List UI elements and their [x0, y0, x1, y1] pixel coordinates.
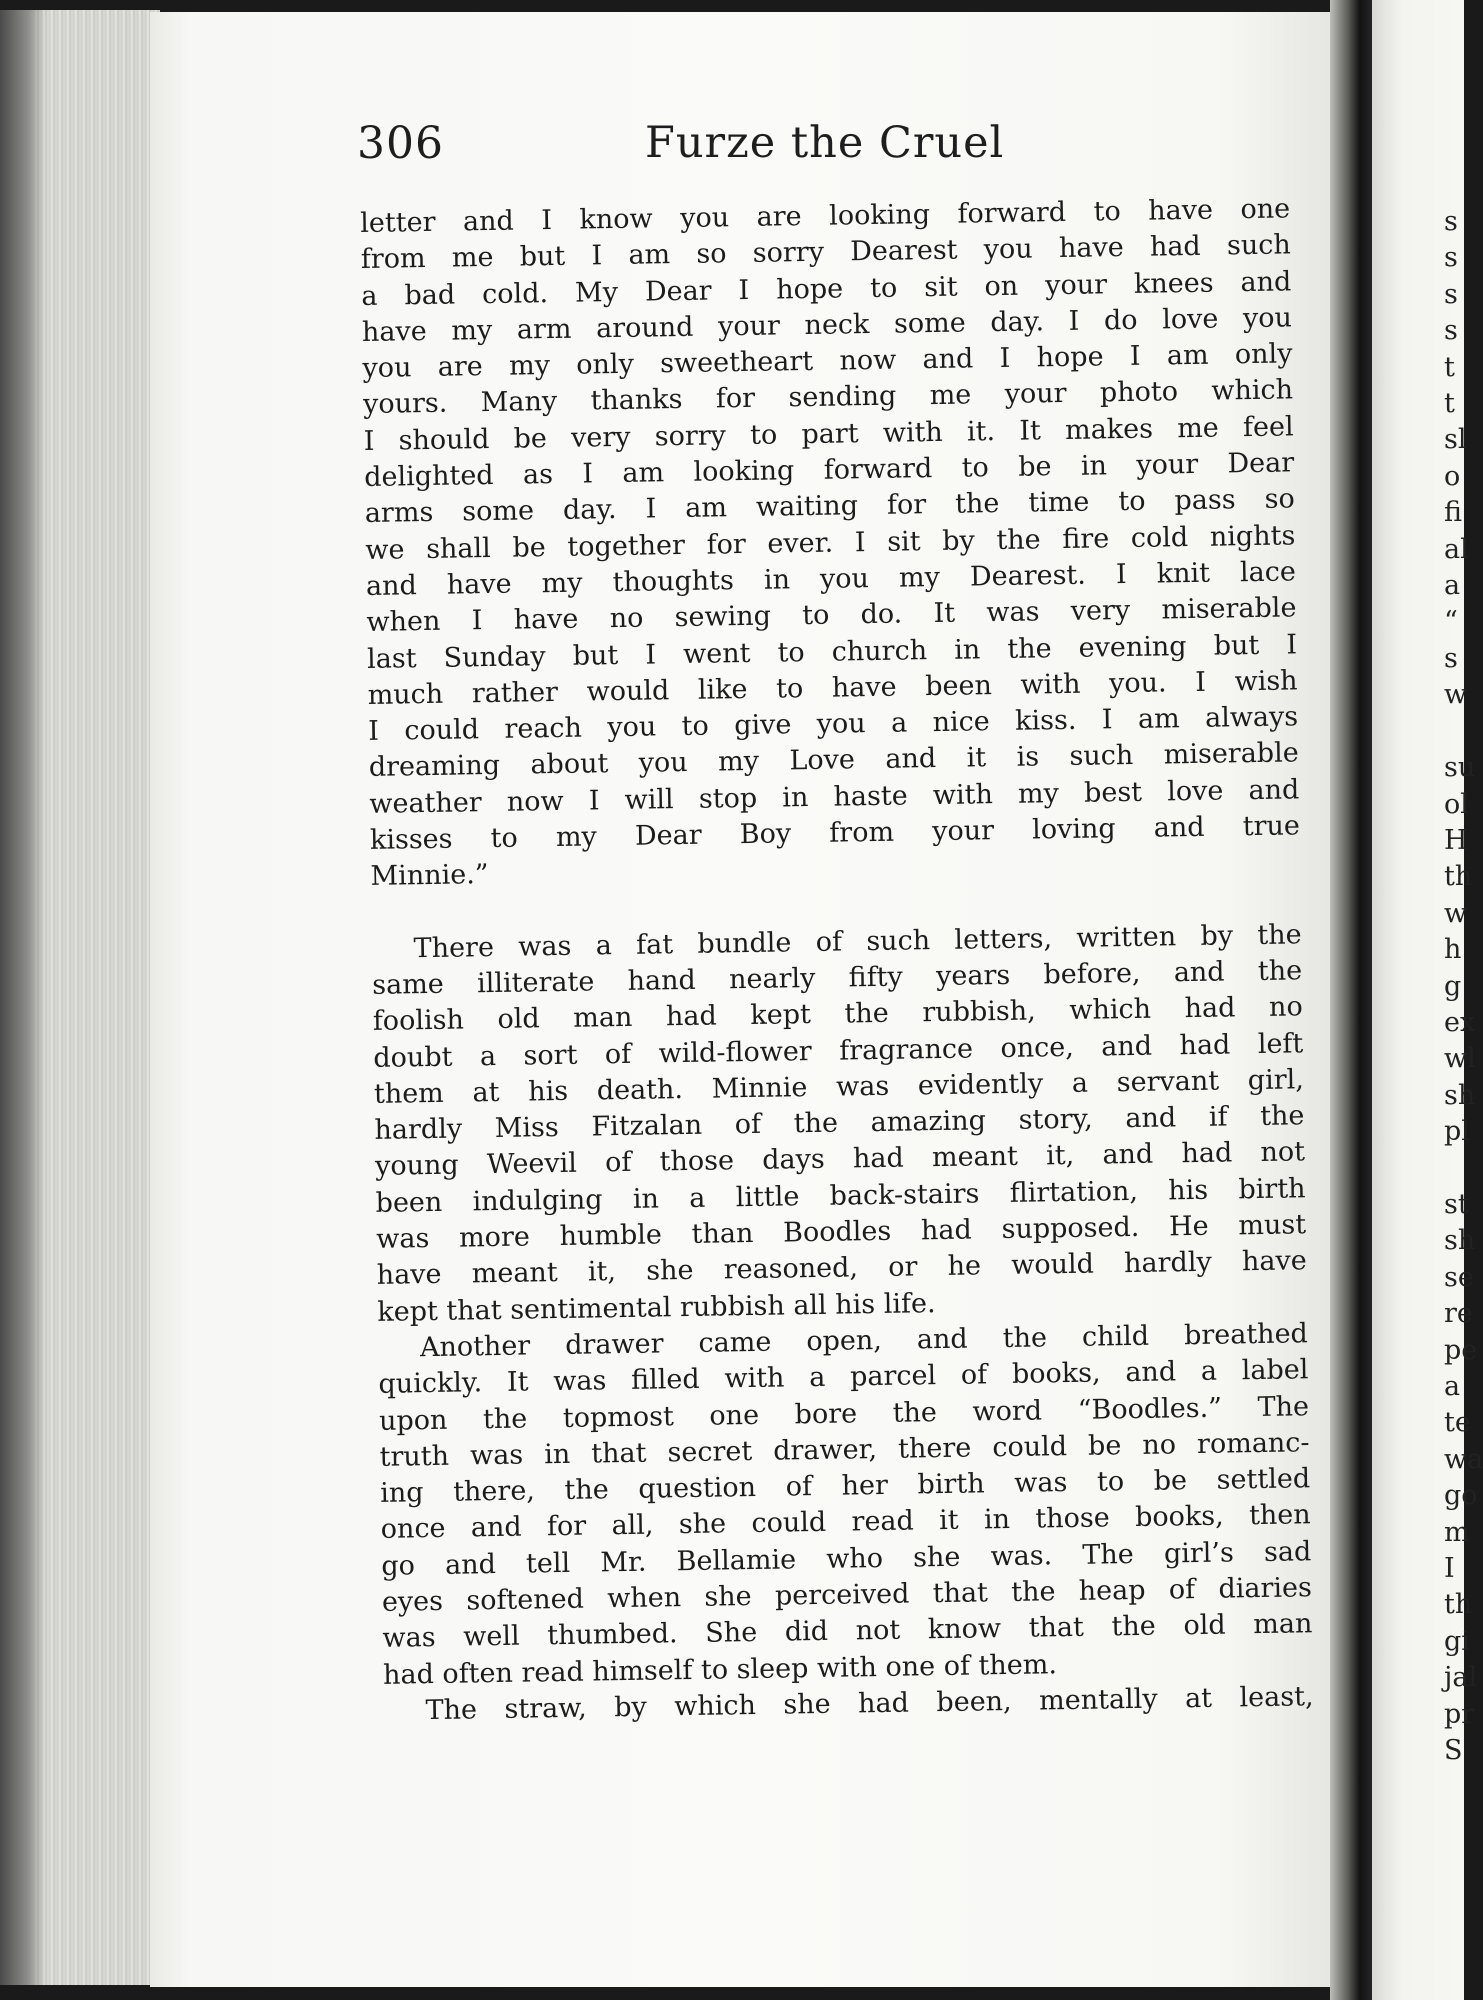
text-line: weather now I will stop in haste with my best love and: [369, 774, 1300, 820]
text-line: dreaming about you my Love and it is such miserable: [368, 737, 1299, 784]
text-line: last Sunday but I went to church in the evening but I: [366, 628, 1298, 675]
right-page-fragment: o: [1444, 460, 1461, 492]
right-page-fragment: “: [1444, 606, 1458, 638]
text-line: I should be very sorry to part with it. It makes me feel: [363, 411, 1294, 457]
text-line: yours. Many thanks for sending me your photo which: [362, 374, 1294, 421]
text-line: a bad cold. My Dear I hope to sit on your knees and: [361, 265, 1292, 312]
right-page-fragment: m: [1444, 1516, 1470, 1548]
book-gutter: [1330, 0, 1374, 2000]
text-line: you are my only sweetheart now and I hope I am only: [362, 338, 1293, 385]
right-page-fragment: al: [1444, 533, 1469, 565]
right-page-fragment: ex: [1444, 1006, 1476, 1038]
text-line: There was a fat bundle of such letters, written by the: [413, 918, 1302, 964]
right-page-fragment: t: [1444, 388, 1455, 420]
text-line: was more humble than Boodles had supposed. He must: [375, 1209, 1307, 1255]
right-page-fragment: wl: [1444, 1043, 1476, 1075]
right-page-fragment: st: [1444, 1188, 1469, 1220]
right-page-fragment: w: [1444, 897, 1468, 929]
page-number: 306: [357, 118, 444, 169]
text-line: arms some day. I am waiting for the time to pass so: [364, 483, 1295, 530]
text-line: delighted as I am looking forward to be in your Dear: [364, 447, 1295, 494]
page-title: Furze the Cruel: [645, 118, 1005, 168]
paragraph-drawer: [378, 1316, 1314, 1694]
right-page-fragment: sh: [1444, 1079, 1476, 1111]
right-page-fragment: s: [1444, 315, 1458, 347]
text-line: eyes softened when she perceived that the heap of diaries: [381, 1572, 1313, 1618]
text-line: have meant it, she reasoned, or he would hardly have: [376, 1245, 1307, 1292]
right-page-fragment: wa: [1444, 1443, 1483, 1475]
right-page-fragment: a: [1444, 570, 1461, 602]
text-line: ing there, the question of her birth was to be settled: [379, 1463, 1311, 1509]
paragraph-bundle: [371, 917, 1307, 1331]
right-page-fragment: s: [1444, 278, 1458, 310]
text-line: been indulging in a little back-stairs flirtation, his birth: [375, 1172, 1306, 1219]
text-line: The straw, by which she had been, mentally at least,: [425, 1681, 1314, 1727]
text-line: hardly Miss Fitzalan of the amazing story, and if the: [374, 1100, 1305, 1147]
text-line: when I have no sewing to do. It was very miserable: [366, 592, 1297, 639]
right-page-fragment: [1444, 1151, 1483, 1187]
body-text: [360, 191, 1314, 1730]
right-page-fragment: te: [1444, 1407, 1471, 1439]
text-line: letter and I know you are looking forward to have one: [360, 193, 1291, 239]
text-line: we shall be together for ever. I sit by the fire cold nights: [365, 520, 1296, 566]
right-page-fragment: H: [1444, 824, 1468, 856]
text-line: truth was in that secret drawer, there could be no romanc-: [379, 1427, 1310, 1473]
right-page-fragment: t: [1444, 351, 1455, 383]
text-line: much rather would like to have been with you. I wish: [367, 665, 1298, 711]
right-page-fragment: ol: [1444, 788, 1469, 820]
right-page-fragment: pe: [1444, 1334, 1478, 1366]
right-page-fragment: se: [1444, 1261, 1474, 1293]
page-edges-shadow: [0, 10, 46, 1985]
right-page-fragment: go: [1444, 1480, 1478, 1512]
text-line: quickly. It was filled with a parcel of books, and a label: [378, 1354, 1309, 1401]
right-page-fragment: s: [1444, 206, 1458, 237]
text-line: from me but I am so sorry Dearest you have had such: [360, 229, 1291, 276]
text-line: Another drawer came open, and the child breathed: [419, 1318, 1309, 1364]
text-line: kept that sentimental rubbish all his life.: [377, 1287, 936, 1328]
right-page-fragment: re: [1444, 1298, 1473, 1330]
right-page-fragment: sh: [1444, 1225, 1476, 1257]
text-line: young Weevil of those days had meant it, and had not: [374, 1136, 1306, 1183]
right-page-fragment: s: [1444, 242, 1458, 274]
right-page-fragment: fi: [1444, 497, 1463, 529]
right-page-text: [1444, 204, 1483, 1769]
text-line: upon the topmost one bore the word “Boodles.” The: [378, 1390, 1310, 1437]
text-line: them at his death. Minnie was evidently a servant girl,: [373, 1064, 1305, 1110]
right-page-fragment: a: [1444, 1371, 1461, 1402]
text-line: same illiterate hand nearly fifty years before, and the: [371, 955, 1303, 1001]
right-page-fragment: [1444, 714, 1483, 750]
text-line: foolish old man had kept the rubbish, which had no: [372, 991, 1303, 1038]
right-page-fragment: th: [1444, 861, 1473, 893]
right-page-fragment: pl: [1444, 1116, 1470, 1148]
right-page-fragment: gi: [1444, 1625, 1470, 1657]
text-line: was well thumbed. She did not know that the old man: [382, 1608, 1313, 1655]
text-line: once and for all, she could read it in those books, then: [380, 1499, 1311, 1546]
paragraph-letter: [360, 191, 1301, 895]
right-page-fragment: jal: [1444, 1662, 1478, 1694]
right-page-fragment: sl: [1444, 424, 1467, 456]
right-page-fragment: h: [1444, 934, 1462, 966]
running-head: [357, 118, 1007, 188]
right-page-fragment: w: [1444, 679, 1468, 711]
text-line: kisses to my Dear Boy from your loving and true: [369, 810, 1301, 856]
right-page-fragment: su: [1444, 752, 1476, 784]
right-page-fragment: S: [1444, 1735, 1463, 1767]
text-line: and have my thoughts in you my Dearest. I knit lace: [365, 556, 1297, 602]
text-line: doubt a sort of wild-flower fragrance once, and had left: [373, 1027, 1304, 1074]
right-page-fragment: pr: [1444, 1698, 1475, 1730]
right-page-fragment: s: [1444, 642, 1458, 674]
text-line: I could reach you to give you a nice kiss. I am always: [368, 701, 1299, 748]
text-line: Minnie.”: [370, 859, 489, 893]
right-page-fragment: g: [1444, 970, 1462, 1002]
text-line: go and tell Mr. Bellamie who she was. The girl’s sad: [381, 1535, 1312, 1582]
text-line: have my arm around your neck some day. I do love you: [361, 302, 1293, 348]
right-page-fragment: th: [1444, 1589, 1473, 1621]
right-page-fragment: I: [1444, 1553, 1455, 1585]
text-line: had often read himself to sleep with one of them.: [382, 1648, 1058, 1691]
